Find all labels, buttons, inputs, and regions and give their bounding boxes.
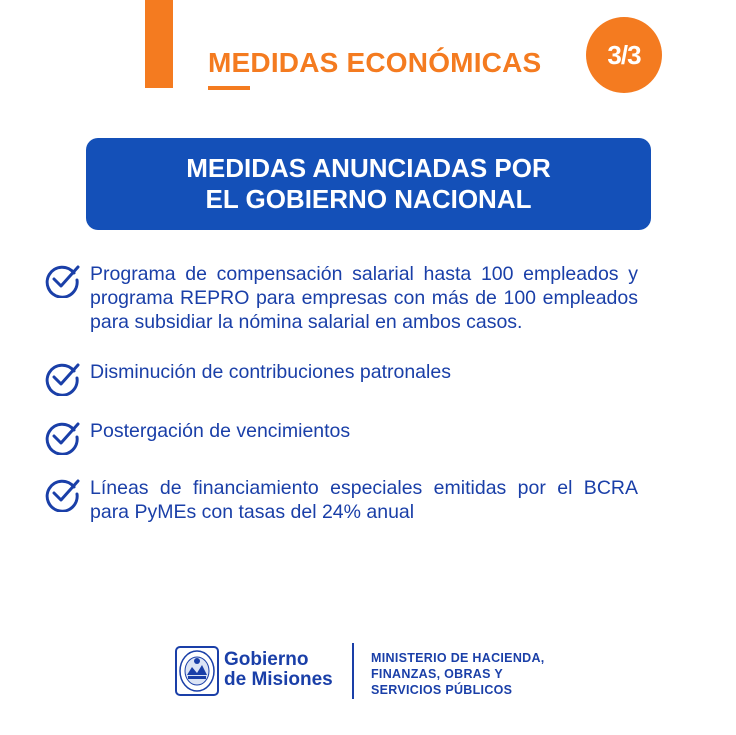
ministry-line-3: SERVICIOS PÚBLICOS [371,683,513,697]
page-title: MEDIDAS ECONÓMICAS [208,47,542,78]
list-item-text: Programa de compensación salarial hasta 100 empleados y programa REPRO para empresas con más de 100 empleados para subsidiar la nómina salarial en ambos casos. [90,263,638,333]
list-item-text: Postergación de vencimientos [90,420,351,442]
list-item-text: Disminución de contribuciones patronales [90,361,451,383]
check-circle-icon [44,476,80,512]
misiones-seal-icon [174,645,220,697]
banner-line-1: MEDIDAS ANUNCIADAS POR [186,153,551,183]
page-indicator-badge: 3/3 [586,17,662,93]
check-circle-icon [44,419,80,455]
banner-line-2: EL GOBIERNO NACIONAL [205,184,532,214]
list-item-text: Líneas de financiamiento especiales emitidas por el BCRA para PyMEs con tasas del 24% anual [90,477,638,523]
ministry-line-1: MINISTERIO DE HACIENDA, [371,651,545,665]
check-circle-icon [44,262,80,298]
check-circle-icon [44,360,80,396]
government-brand [224,650,333,690]
ministry-name [371,650,545,698]
ministry-line-2: FINANZAS, OBRAS Y [371,667,503,681]
section-banner [86,138,651,230]
brand-line-2: de Misiones [224,669,333,690]
title-underline [208,86,250,90]
footer-divider [352,643,354,699]
orange-accent-bar [145,0,173,88]
brand-line-1: Gobierno [224,649,309,670]
